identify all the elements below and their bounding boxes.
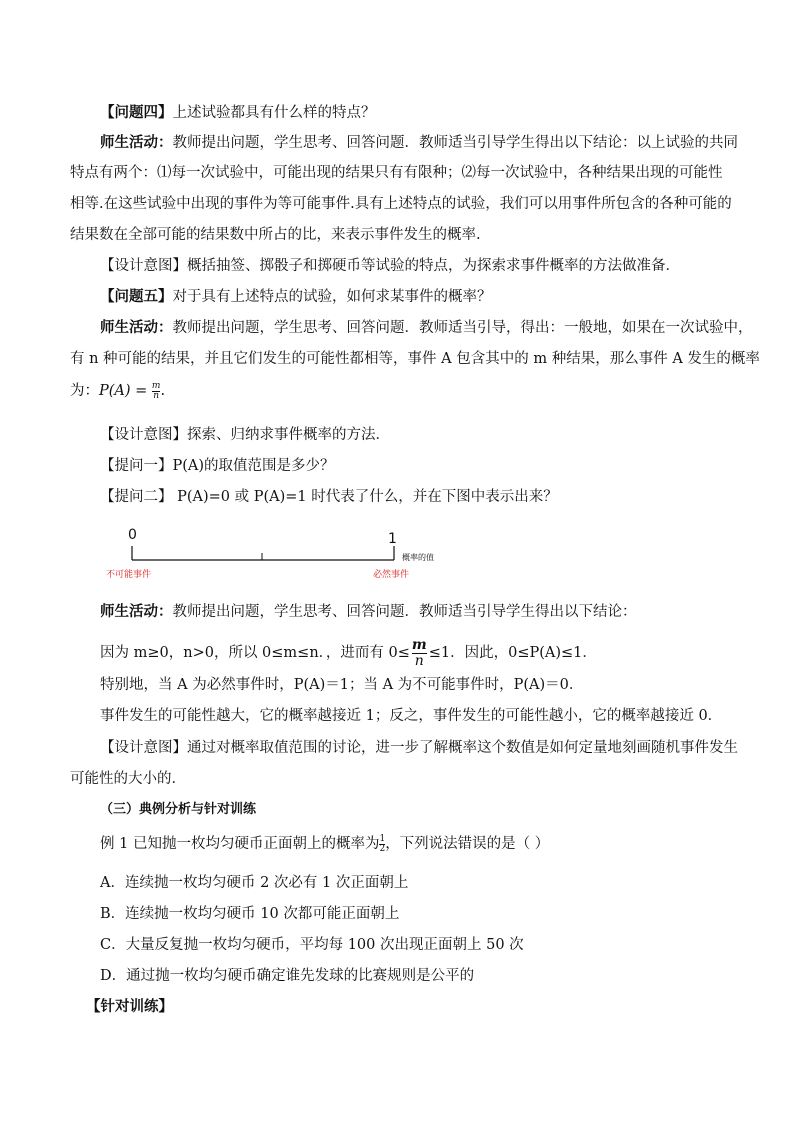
activity-1-line-4: 结果数在全部可能的结果数中所占的比，来表示事件发生的概率. (70, 227, 481, 243)
training-heading: 【针对训练】 (86, 998, 173, 1015)
probability-trend: 事件发生的可能性越大，它的概率越接近 1；反之，事件发生的可能性越小，它的概率越接近 0． (100, 708, 723, 724)
activity-label: 师生活动： (100, 603, 173, 620)
label-zero: 0 (128, 527, 137, 543)
example-1: 例 1 已知抛一枚均匀硬币正面朝上的概率为 $\frac{1}{2}$ ，下列说法错误的是（ ） (100, 833, 550, 854)
question-4 (100, 103, 376, 123)
question-4-tag: 【问题四】 (100, 104, 173, 121)
question-4-text: 上述试验都具有什么样的特点？ (172, 105, 376, 121)
question-5-text: 对于具有上述特点的试验，如何求某事件的概率？ (172, 289, 492, 305)
formula-fraction: $\frac{m}{n}$ (151, 380, 161, 401)
activity-2-line-1: 师生活动：教师提出问题，学生思考、回答问题．教师适当引导，得出：一般地，如果在一次试验中， (100, 319, 753, 336)
ask-1: 【提问一】P(A)的取值范围是多少？ (100, 458, 335, 474)
probability-number-line (98, 522, 458, 584)
axis-label: 概率的值 (402, 553, 434, 562)
because-statement: 因为 m≥0，n>0，所以 0≤m≤n．，进而有 0≤ $\frac{m}{n}$ ≤1．因此，0≤P(A)≤1． (100, 637, 597, 669)
design-intent-1: 【设计意图】概括抽签、掷骰子和掷硬币等试验的特点，为探索求事件概率的方法做准备． (100, 258, 680, 274)
design-intent-3-line-1: 【设计意图】通过对概率取值范围的讨论，进一步了解概率这个数值是如何定量地刻画随机事件发生 (100, 740, 738, 756)
probability-formula: P(A) = (99, 383, 148, 399)
activity-3: 师生活动：教师提出问题，学生思考、回答问题．教师适当引导学生得出以下结论： (100, 603, 637, 620)
design-intent-2: 【设计意图】探索、归纳求事件概率的方法． (100, 427, 390, 443)
option-c: C．大量反复抛一枚均匀硬币，平均每 100 次出现正面朝上 50 次 (100, 937, 524, 953)
activity-1-line-2: 特点有两个：⑴每一次试验中，可能出现的结果只有有限种；⑵每一次试验中，各种结果出现的可能性 (70, 165, 723, 181)
option-a: A．连续抛一枚均匀硬币 2 次必有 1 次正面朝上 (100, 875, 409, 891)
ask-2: 【提问二】 P(A)=0 或 P(A)=1 时代表了什么，并在下图中表示出来？ (100, 489, 558, 505)
question-5 (100, 287, 492, 307)
question-5-tag: 【问题五】 (100, 288, 173, 305)
impossible-event-label: 不可能事件 (106, 570, 152, 580)
activity-1-line-1: 师生活动：教师提出问题，学生思考、回答问题．教师适当引导学生得出以下结论：以上试验的共同 (100, 134, 738, 151)
activity-label: 师生活动： (100, 134, 173, 151)
design-intent-3-line-2: 可能性的大小的． (70, 771, 186, 787)
option-b: B．连续抛一枚均匀硬币 10 次都可能正面朝上 (100, 906, 400, 922)
activity-label: 师生活动： (100, 319, 173, 336)
special-case: 特别地，当 A 为必然事件时，P(A)＝1；当 A 为不可能事件时，P(A)＝0． (100, 677, 584, 693)
section-heading: （三）典例分析与针对训练 (100, 802, 257, 817)
activity-2-line-3: 为：P(A) = $\frac{m}{n}$ . (70, 380, 166, 401)
activity-2-line-2: 有 n 种可能的结果，并且它们发生的可能性都相等，事件 A 包含其中的 m 种结果，那么事件 A 发生的概率 (70, 351, 760, 367)
m-over-n-fraction: $\frac{m}{n}$ (411, 637, 427, 669)
label-one: 1 (388, 531, 397, 547)
activity-1-line-3: 相等.在这些试验中出现的事件为等可能事件.具有上述特点的试验，我们可以用事件所包含的各种可能的 (70, 196, 732, 212)
option-d: D．通过抛一枚均匀硬币确定谁先发球的比赛规则是公平的 (100, 968, 475, 984)
certain-event-label: 必然事件 (373, 570, 410, 580)
one-half-fraction: $\frac{1}{2}$ (379, 833, 386, 854)
